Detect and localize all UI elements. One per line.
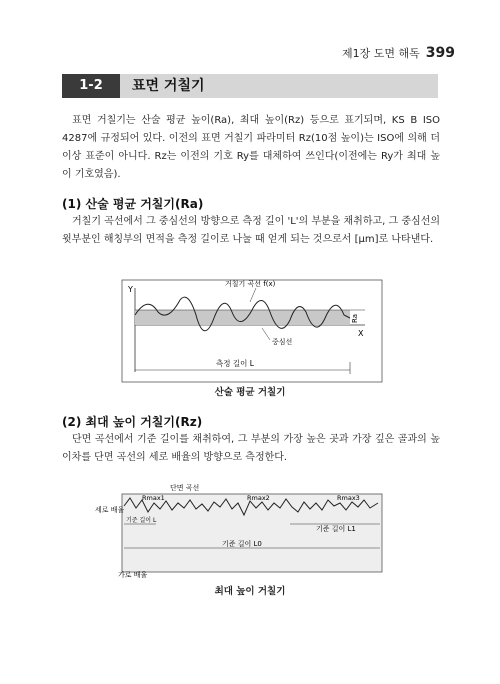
ref-l1-label: 기준 길이 L1 xyxy=(316,525,356,533)
ra-paragraph: 거칠기 곡선에서 그 중심선의 방향으로 측정 길이 'L'의 부분을 채취하고, 그 중심선의 윗부분인 해칭부의 면적을 측정 길이로 나눌 때 얻게 되는 것으로서 [μm]로 나타낸다. xyxy=(62,216,440,245)
section-title: 표면 거칠기 xyxy=(132,78,205,94)
vertical-scale-text: 세로 배율 xyxy=(95,506,125,514)
vertical-scale-label xyxy=(95,505,125,514)
rmax1-label: Rmax1 xyxy=(142,494,165,502)
length-label: 측정 길이 L xyxy=(216,359,254,368)
ra-caption: 산술 평균 거칠기 xyxy=(214,387,286,398)
horizontal-scale-label: 가로 배율 xyxy=(118,571,148,579)
page-number: 399 xyxy=(425,45,455,61)
x-axis-label: X xyxy=(358,329,364,338)
curve-label: 거칠기 곡선 f(x) xyxy=(225,280,276,288)
ref-l-label: 기준 길이 L xyxy=(126,517,157,524)
section-curve-label: 단면 곡선 xyxy=(170,484,200,492)
ref-l0-label: 기준 길이 L0 xyxy=(222,540,262,548)
y-axis-label: Y xyxy=(128,285,133,294)
rz-paragraph: 단면 곡선에서 기준 길이를 채취하여, 그 부분의 가장 높은 곳과 가장 깊은 골과의 높이차를 단면 곡선의 세로 배율의 방향으로 측정한다. xyxy=(62,434,440,463)
subsection-rz-title: (2) 최대 높이 거칠기(Rz) xyxy=(62,415,203,429)
ra-label: Ra xyxy=(351,314,359,323)
chapter-title: 제1장 도면 해독 xyxy=(342,47,420,60)
center-line-label: 중심선 xyxy=(272,338,293,346)
rz-figure-frame xyxy=(122,494,382,572)
rmax3-label: Rmax3 xyxy=(337,494,360,502)
intro-paragraph: 표면 거칠기는 산술 평균 높이(Ra), 최대 높이(Rz) 등으로 표기되며, KS B ISO 4287에 규정되어 있다. 이전의 표면 거칠기 파라미터 Rz(10점 높이)는 ISO에 의해 더 이상 표준이 아니다. Rz는 이전의 기호 Ry를 대체하여 쓰인다(이전에는 Ry가 최대 높이 기호였음). xyxy=(62,115,440,180)
subsection-ra-title: (1) 산술 평균 거칠기(Ra) xyxy=(62,197,204,211)
rz-caption: 최대 높이 거칠기 xyxy=(214,586,286,597)
rmax2-label: Rmax2 xyxy=(247,494,270,502)
section-number: 1-2 xyxy=(62,74,120,98)
